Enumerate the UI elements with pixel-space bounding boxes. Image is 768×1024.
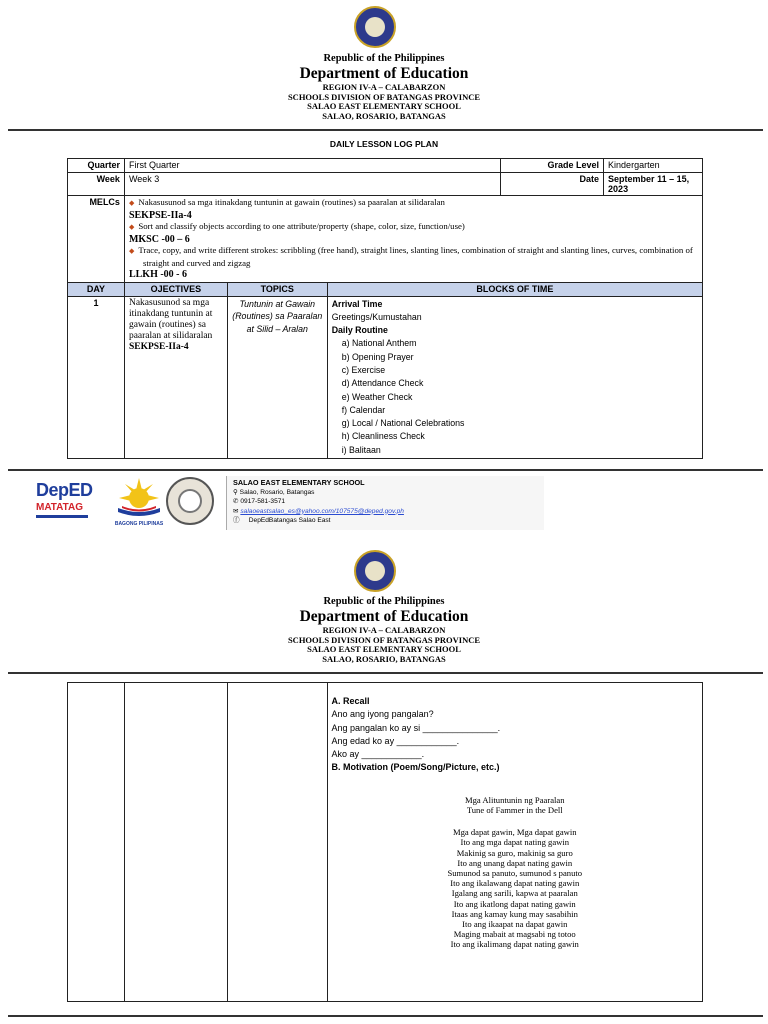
melc-code: MKSC -00 – 6	[128, 233, 190, 245]
melcs-row	[68, 196, 703, 283]
lesson-log-table	[67, 158, 703, 459]
address-line: SALAO, ROSARIO, BATANGAS	[322, 653, 446, 664]
poem-line: Makinig sa guro, makinig sa guro	[456, 847, 573, 858]
quarter-label: Quarter	[68, 159, 125, 173]
school-line: SALAO EAST ELEMENTARY SCHOOL	[307, 101, 461, 111]
day-header: DAY	[68, 282, 125, 296]
blocks-cell	[327, 296, 702, 459]
republic-line: Republic of the Philippines	[323, 596, 445, 607]
school-seal-logo	[166, 477, 214, 525]
school-line: SALAO EAST ELEMENTARY SCHOOL	[307, 644, 461, 654]
bagong-pilipinas-logo	[108, 476, 170, 528]
document-title: DAILY LESSON LOG PLAN	[329, 139, 439, 149]
melc-item: ◆ Sort and classify objects according to one attribute/property (shape, color, size, function/use)	[128, 221, 465, 231]
poem-line: Igalang ang sarili, kapwa at paaralan	[451, 888, 578, 899]
address-line: SALAO, ROSARIO, BATANGAS	[322, 110, 446, 121]
poem-line: Ito ang ikaapat na dapat gawin	[462, 919, 568, 930]
contact-phone: ✆ 0917-581-3571	[233, 498, 286, 505]
phone-icon: ✆	[233, 498, 241, 505]
facebook-icon: ⓕ	[233, 517, 249, 524]
matatag-text: MATATAG	[36, 502, 84, 513]
routine-item: a) National Anthem	[341, 338, 417, 349]
region-line: REGION IV-A – CALABARZON	[322, 625, 446, 635]
republic-line: Republic of the Philippines	[323, 53, 445, 64]
bullet-icon: ◆	[128, 247, 135, 255]
blocks-header: BLOCKS OF TIME	[327, 282, 702, 296]
email-icon: ✉	[233, 507, 241, 515]
melc-code: LLKH -00 - 6	[128, 269, 188, 280]
department-line: Department of Education	[299, 608, 469, 625]
recall-line: Ano ang iyong pangalan?	[331, 709, 434, 720]
topics-header: TOPICS	[227, 282, 327, 296]
quarter-row	[68, 159, 703, 173]
routine-item: d) Attendance Check	[341, 378, 424, 389]
objective-cell-empty	[124, 683, 227, 1002]
division-line: SCHOOLS DIVISION OF BATANGAS PROVINCE	[287, 91, 481, 102]
poem-line: Ito ang ikatlong dapat nating gawin	[453, 898, 576, 909]
melc-code: SEKPSE-IIa-4	[128, 209, 192, 221]
greeting-item: Greetings/Kumustahan	[331, 311, 422, 322]
column-header-row	[68, 282, 703, 296]
date-label: Date	[501, 173, 604, 196]
grade-value: Kindergarten	[604, 159, 703, 173]
melc-item: ◆ Trace, copy, and write different strokes: scribbling (free hand), straight lines, slanting lines, combination of straight and slanting lines, curves, combination of straight and curved and zigzag	[128, 245, 693, 268]
sun-icon	[108, 476, 170, 516]
footer-divider	[8, 1015, 763, 1017]
header-divider	[8, 129, 763, 131]
week-value: Week 3	[124, 173, 500, 196]
day1-continued-row	[68, 683, 703, 1002]
week-label: Week	[68, 173, 125, 196]
objective-code: SEKPSE-IIa-4	[128, 342, 189, 353]
poem-block	[332, 795, 698, 950]
page2-header	[0, 595, 768, 664]
page-header	[0, 52, 768, 121]
bagong-pilipinas-text: BAGONG PILIPINAS	[114, 521, 164, 527]
routine-item: f) Calendar	[341, 404, 386, 415]
poem-line: Mga dapat gawin, Mga dapat gawin	[452, 827, 577, 838]
objective-cell	[124, 296, 227, 459]
poem-line: Maging mabait at magsabi ng totoo	[453, 929, 576, 940]
blocks-cell	[327, 683, 702, 1002]
grade-label: Grade Level	[501, 159, 604, 173]
date-value: September 11 – 15, 2023	[604, 173, 703, 196]
poem-line: Ito ang unang dapat nating gawin	[457, 857, 573, 868]
recall-title: A. Recall	[331, 696, 370, 706]
routine-item: e) Weather Check	[341, 391, 413, 402]
melc-item: ◆ Nakasusunod sa mga itinakdang tuntunin at gawain (routines) sa paaralan at silidaralan	[128, 197, 445, 207]
deped-seal-logo	[354, 6, 396, 48]
routine-title: Daily Routine	[331, 325, 388, 336]
school-seal-inner	[178, 489, 202, 513]
routine-item: b) Opening Prayer	[341, 351, 414, 362]
melcs-label: MELCs	[68, 196, 125, 283]
topic-cell: Tuntunin at Gawain (Routines) sa Paaralan at Silid – Aralan	[227, 296, 327, 459]
deped-matatag-logo	[36, 480, 94, 528]
routine-item: g) Local / National Celebrations	[341, 418, 465, 429]
objectives-header: OJECTIVES	[124, 282, 227, 296]
poem-line: Ito ang ikalimang dapat nating gawin	[450, 939, 579, 950]
objective-text: Nakasusunod sa mga itinakdang tuntunin at gawain (routines) sa paaralan at silidaralan	[128, 297, 213, 342]
header-divider	[8, 672, 763, 674]
poem-line: Ito ang mga dapat nating gawin	[460, 837, 570, 848]
recall-line: Ako ay ____________.	[331, 749, 425, 760]
day1-row	[68, 296, 703, 459]
poem-line: Itaas ang kamay kung may sasabihin	[451, 908, 578, 919]
lesson-log-table-continued	[67, 682, 703, 1002]
deped-logo-text: DepED	[36, 480, 93, 500]
department-line: Department of Education	[299, 65, 469, 82]
school-contact-card	[226, 476, 544, 530]
deped-logo-bar	[36, 515, 88, 518]
region-line: REGION IV-A – CALABARZON	[322, 82, 446, 92]
page-footer	[36, 476, 766, 532]
contact-email[interactable]: ✉ salaoeastsalao_es@yahoo.com/107575@deped.gov.ph	[233, 507, 404, 515]
week-row	[68, 173, 703, 196]
contact-address: ⚲ Salao, Rosario, Batangas	[233, 488, 315, 496]
recall-line: Ang pangalan ko ay si _______________.	[331, 722, 501, 733]
contact-school-name: SALAO EAST ELEMENTARY SCHOOL	[233, 478, 365, 487]
poem-line: Ito ang ikalawang dapat nating gawin	[450, 878, 580, 889]
melcs-list	[124, 196, 702, 283]
location-icon: ⚲	[233, 488, 240, 496]
deped-seal-logo	[354, 550, 396, 592]
routine-item: h) Cleanliness Check	[341, 431, 425, 442]
day-cell-empty	[68, 683, 125, 1002]
poem-tune: Tune of Fammer in the Dell	[466, 804, 563, 815]
poem-line: Sumunod sa panuto, sumunod s panuto	[447, 868, 583, 878]
recall-line: Ang edad ko ay ____________.	[331, 735, 460, 746]
contact-facebook: ⓕ DepEdBatangas Salao East	[233, 517, 331, 524]
bullet-icon: ◆	[128, 223, 135, 231]
topic-cell-empty	[227, 683, 327, 1002]
bullet-icon: ◆	[128, 199, 135, 207]
arrival-title: Arrival Time	[331, 298, 383, 309]
routine-item: i) Balitaan	[341, 444, 381, 455]
footer-divider	[8, 469, 763, 471]
poem-title: Mga Alituntunin ng Paaralan	[464, 794, 565, 805]
division-line: SCHOOLS DIVISION OF BATANGAS PROVINCE	[287, 634, 481, 645]
motivation-title: B. Motivation (Poem/Song/Picture, etc.)	[331, 762, 500, 773]
day-number: 1	[68, 296, 125, 459]
quarter-value: First Quarter	[124, 159, 500, 173]
routine-item: c) Exercise	[341, 364, 386, 375]
